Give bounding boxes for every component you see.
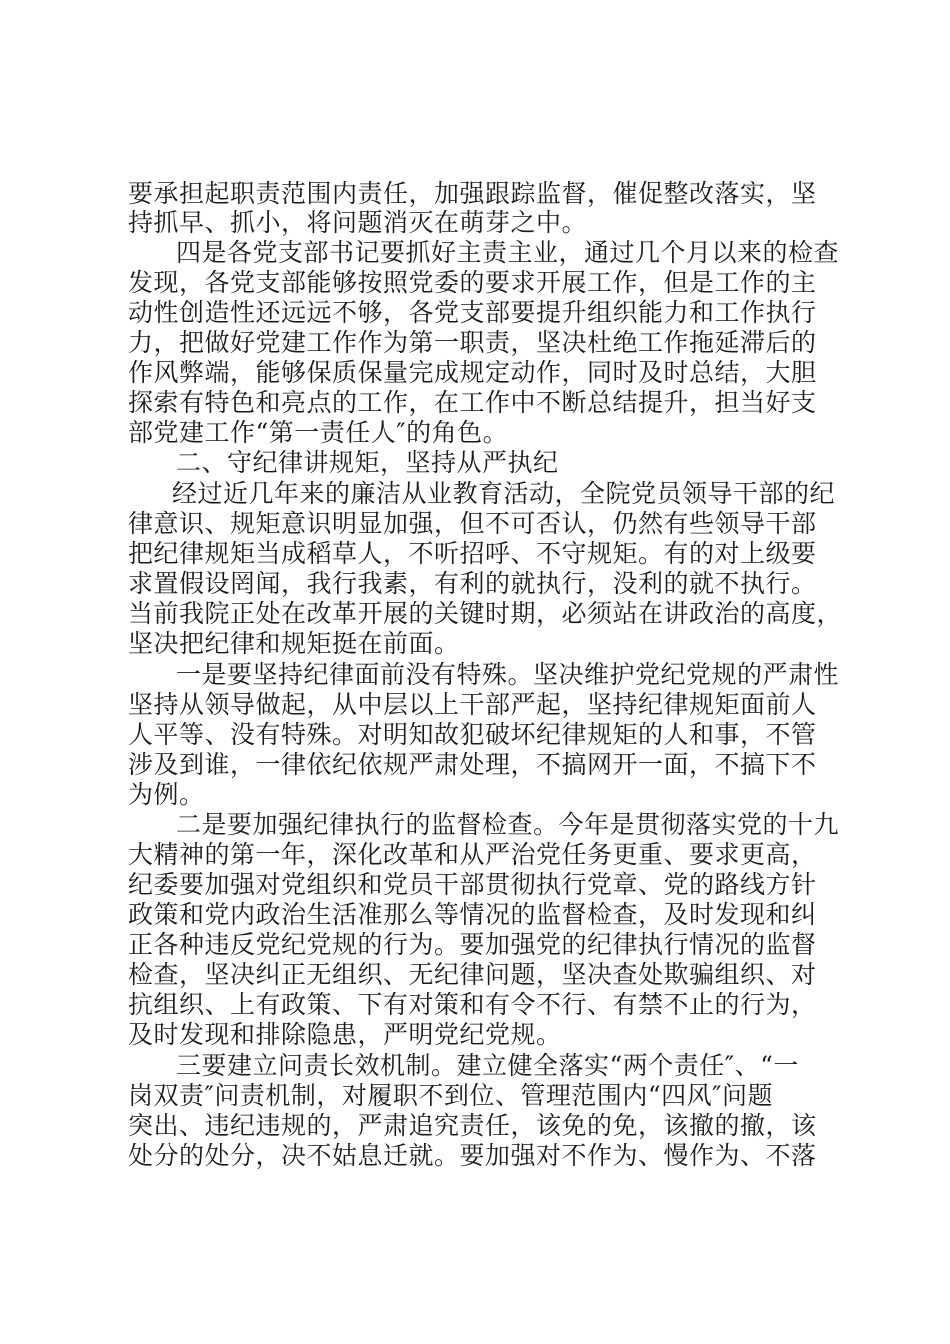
text-line: 抗组织、上有政策、下有对策和有令不行、有禁不止的行为， xyxy=(128,990,817,1019)
text-line: 涉及到谁，一律依纪依规严肃处理，不搞网开一面，不搞下不 xyxy=(128,750,817,779)
text-line: 力，把做好党建工作作为第一职责，坚决杜绝工作拖延滞后的 xyxy=(128,328,817,357)
text-line: 探索有特色和亮点的工作，在工作中不断总结提升，担当好支 xyxy=(128,388,817,417)
text-line: 人平等、没有特殊。对明知故犯破坏纪律规矩的人和事，不管 xyxy=(128,720,817,749)
text-line: 政策和党内政治生活准那么等情况的监督检查，及时发现和纠 xyxy=(128,900,817,929)
text-line: 发现，各党支部能够按照党委的要求开展工作，但是工作的主 xyxy=(128,268,817,297)
text-line: 作风弊端，能够保质保量完成规定动作，同时及时总结，大胆 xyxy=(128,358,817,387)
text-line: 坚决把纪律和规矩挺在前面。 xyxy=(128,629,460,658)
text-line: 部党建工作“第一责任人″的角色。 xyxy=(128,418,509,447)
text-line: 突出、违纪违规的，严肃追究责任，该免的免，该撤的撤，该 xyxy=(128,1111,817,1140)
paragraph-start: 四是各党支部书记要抓好主责主业，通过几个月以来的检查 xyxy=(176,238,840,267)
text-line: 处分的处分，决不姑息迁就。要加强对不作为、慢作为、不落 xyxy=(128,1141,817,1170)
paragraph-start: 二是要加强纪律执行的监督检查。今年是贯彻落实党的十九 xyxy=(176,810,840,839)
paragraph-start: 一是要坚持纪律面前没有特殊。坚决维护党纪党规的严肃性 xyxy=(176,660,840,689)
section-heading: 二、守纪律讲规矩，坚持从严执纪 xyxy=(176,448,559,477)
text-line: 持抓早、抓小，将问题消灭在萌芽之中。 xyxy=(128,208,588,237)
text-line: 检查，坚决纠正无组织、无纪律问题，坚决查处欺骗组织、对 xyxy=(128,960,817,989)
paragraph-start: 三要建立问责长效机制。建立健全落实“两个责任″、“一 xyxy=(176,1051,799,1080)
text-line: 把纪律规矩当成稻草人，不听招呼、不守规矩。有的对上级要 xyxy=(128,539,817,568)
text-line: 纪委要加强对党组织和党员干部贯彻执行党章、党的路线方针 xyxy=(128,870,817,899)
text-line: 当前我院正处在改革开展的关键时期，必须站在讲政治的高度， xyxy=(128,599,843,628)
paragraph-start: 经过近几年来的廉洁从业教育活动，全院党员领导干部的纪 xyxy=(172,479,836,508)
text-line: 岗双责″问责机制，对履职不到位、管理范围内“四风″问题 xyxy=(128,1081,773,1110)
text-line: 律意识、规矩意识明显加强，但不可否认，仍然有些领导干部 xyxy=(128,509,817,538)
text-line: 坚持从领导做起，从中层以上干部严起，坚持纪律规矩面前人 xyxy=(128,690,817,719)
text-line: 要承担起职责范围内责任，加强跟踪监督，催促整改落实，坚 xyxy=(128,179,817,208)
text-line: 大精神的第一年，深化改革和从严治党任务更重、要求更高， xyxy=(128,840,817,869)
text-line: 及时发现和排除隐患，严明党纪党规。 xyxy=(128,1020,562,1049)
text-line: 为例。 xyxy=(128,780,205,809)
text-line: 正各种违反党纪党规的行为。要加强党的纪律执行情况的监督 xyxy=(128,930,817,959)
text-line: 动性创造性还远远不够，各党支部要提升组织能力和工作执行 xyxy=(128,298,817,327)
text-line: 求置假设罔闻，我行我素，有利的就执行，没利的就不执行。 xyxy=(128,569,817,598)
